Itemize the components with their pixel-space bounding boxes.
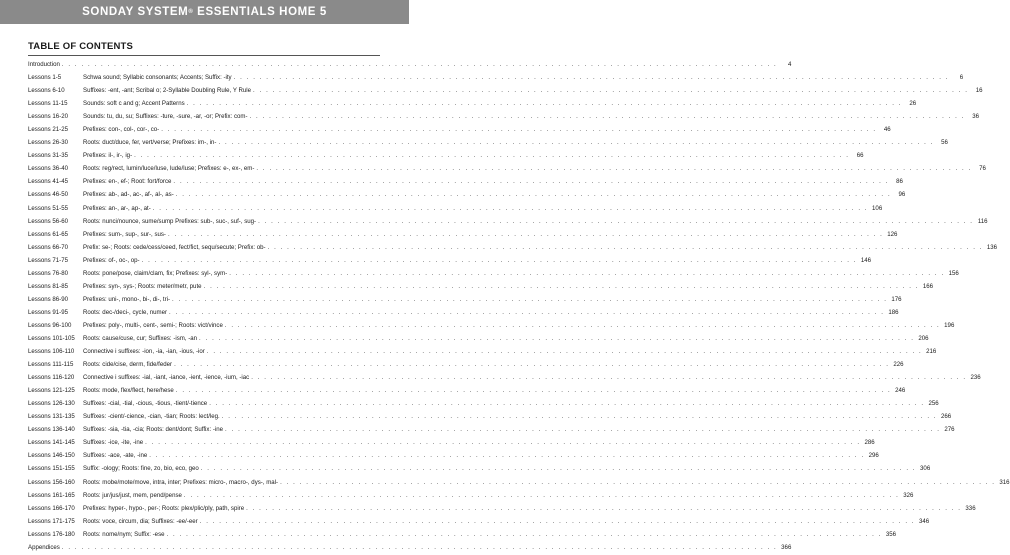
toc-entry-label: Lessons 86-90 xyxy=(28,295,68,303)
dot-leader xyxy=(234,72,949,85)
dot-leader xyxy=(268,242,983,255)
toc-entry xyxy=(28,489,914,502)
toc-entry-description: Prefixes: uni-, mono-, bi-, di-, tri- xyxy=(83,295,171,303)
toc-entry-description: Suffixes: -ace, -ate, -ine xyxy=(83,452,148,460)
toc-entry-page-number: 46 xyxy=(883,126,891,134)
toc-entry-page-number: 86 xyxy=(896,178,903,186)
toc-entry-page-number: 206 xyxy=(918,334,929,342)
toc-entry-description: Roots: cide/cise, derm, fide/feder xyxy=(83,361,173,369)
toc-entry xyxy=(28,110,979,123)
header-title-part2: ESSENTIALS HOME 5 xyxy=(193,6,327,18)
toc-entry-page-number: 186 xyxy=(888,308,899,316)
toc-entry-page-number: 266 xyxy=(941,413,952,421)
toc-entry-description: Prefixes: of-, oc-, op- xyxy=(83,256,140,264)
toc-entry xyxy=(28,149,864,162)
toc-entry xyxy=(28,319,955,332)
toc-entry xyxy=(28,202,883,215)
toc-entry-description: Prefixes: il-, ir-, ig- xyxy=(83,152,133,160)
toc-entry-page-number: 246 xyxy=(895,387,906,395)
toc-entry-label: Lessons 41-45 xyxy=(28,178,68,186)
toc-entry-description: Sounds: tu, du, su; Suffixes: -ture, -sure, -ar, -or; Prefix: com- xyxy=(83,113,248,121)
dot-leader xyxy=(149,450,864,463)
toc-entry-description: Roots: pone/pose, claim/clam, fix; Prefixes: syl-, sym- xyxy=(83,269,228,277)
toc-entry-page-number: 236 xyxy=(970,374,981,382)
toc-entry-page-number: 16 xyxy=(975,87,983,95)
toc-entry-page-number: 296 xyxy=(868,452,879,460)
toc-entry-description: Prefixes: sum-, sup-, sur-, sus- xyxy=(83,230,166,238)
toc-entry-label: Lessons 156-160 xyxy=(28,478,75,486)
toc-entry-description: Roots: jur/jus/just, mem, pend/pense xyxy=(83,491,182,499)
toc-entry xyxy=(28,228,898,241)
toc-entry xyxy=(28,397,939,410)
dot-leader xyxy=(200,516,915,529)
toc-entry-description: Prefixes: an-, ar-, ap-, at- xyxy=(83,204,151,212)
dot-leader xyxy=(229,268,944,281)
toc-entry-description: Prefixes: hyper-, hypo-, per-; Roots: plex/plic/ply, path, spire xyxy=(83,504,245,512)
toc-entry-label: Lessons 136-140 xyxy=(28,426,75,434)
dot-leader xyxy=(222,411,937,424)
toc-entry-description: Roots: dec-/deci-, cycle, numer xyxy=(83,308,167,316)
toc-entry-page-number: 326 xyxy=(903,491,914,499)
toc-entry-page-number: 356 xyxy=(885,530,896,538)
toc-entry-page-number: 76 xyxy=(979,165,986,173)
toc-entry xyxy=(28,476,1010,489)
toc-entry xyxy=(28,462,931,475)
toc-entry-label: Lessons 111-115 xyxy=(28,361,74,369)
toc-entry-page-number: 336 xyxy=(965,504,976,512)
dot-leader xyxy=(249,111,964,124)
dot-leader xyxy=(207,346,922,359)
toc-entry-label: Lessons 126-130 xyxy=(28,400,75,408)
dot-leader xyxy=(209,398,924,411)
toc-entry-page-number: 56 xyxy=(941,139,948,147)
dot-leader xyxy=(246,503,961,516)
toc-entry-label: Lessons 106-110 xyxy=(28,348,75,356)
toc-entry xyxy=(28,436,875,449)
dot-leader xyxy=(169,307,884,320)
toc-entry xyxy=(28,502,976,515)
toc-entry-description: Suffixes: -ice, -ite, -ine xyxy=(83,439,144,447)
toc-entry-page-number: 146 xyxy=(860,256,872,264)
toc-entry-label: Lessons 26-30 xyxy=(28,139,68,147)
table-of-contents xyxy=(28,58,1010,554)
toc-entry-label: Lessons 171-175 xyxy=(28,517,75,525)
dot-leader xyxy=(142,255,857,268)
toc-entry-label: Lessons 71-75 xyxy=(28,256,68,264)
toc-entry-label: Lessons 6-10 xyxy=(28,87,65,95)
toc-entry xyxy=(28,280,934,293)
toc-entry-page-number: 306 xyxy=(920,465,931,473)
toc-entry xyxy=(28,515,930,528)
toc-entry-label: Lessons 131-135 xyxy=(28,413,75,421)
toc-entry-page-number: 256 xyxy=(928,400,939,408)
toc-entry xyxy=(28,123,891,136)
toc-entry-page-number: 196 xyxy=(944,321,955,329)
dot-leader xyxy=(176,385,891,398)
dot-leader xyxy=(172,294,887,307)
toc-entry xyxy=(28,215,988,228)
dot-leader xyxy=(201,463,916,476)
toc-entry-description: Roots: cause/cuse, cur; Suffixes: -ism, -an xyxy=(83,334,198,342)
dot-leader xyxy=(199,333,914,346)
toc-entry-label: Lessons 176-180 xyxy=(28,530,75,538)
dot-leader xyxy=(176,189,891,202)
toc-entry xyxy=(28,528,896,541)
toc-entry xyxy=(28,423,955,436)
toc-entry-label: Lessons 161-165 xyxy=(28,491,75,499)
toc-entry xyxy=(28,345,937,358)
dot-leader xyxy=(187,98,902,111)
toc-entry-description: Suffix: -ology; Roots: fine, zo, bio, eco, geo xyxy=(83,465,199,473)
dot-leader xyxy=(218,137,933,150)
toc-entry-label: Lessons 11-15 xyxy=(28,100,68,108)
toc-entry-description: Sounds: soft c and g; Accent Patterns xyxy=(83,100,185,108)
toc-entry xyxy=(28,384,906,397)
dot-leader xyxy=(184,490,899,503)
toc-entry xyxy=(28,332,929,345)
toc-entry-description: Prefixes: poly-, multi-, cent-, semi-; Roots: vict/vince xyxy=(83,321,223,329)
toc-entry-page-number: 176 xyxy=(891,295,902,303)
toc-entry-page-number: 166 xyxy=(922,282,934,290)
toc-entry-description: Prefixes: en-, ef-; Root: fort/force xyxy=(83,178,172,186)
toc-entry xyxy=(28,162,986,175)
toc-entry-page-number: 6 xyxy=(959,74,964,82)
toc-entry-label: Lessons 36-40 xyxy=(28,165,68,173)
toc-entry-label: Lessons 121-125 xyxy=(28,387,75,395)
toc-entry xyxy=(28,136,948,149)
toc-entry-label: Lessons 146-150 xyxy=(28,452,75,460)
toc-entry xyxy=(28,410,952,423)
title-divider xyxy=(28,55,380,56)
dot-leader xyxy=(258,216,973,229)
header-title-part1: SONDAY SYSTEM xyxy=(82,6,189,18)
toc-entry-page-number: 156 xyxy=(948,269,959,277)
toc-entry xyxy=(28,84,983,97)
toc-entry-page-number: 286 xyxy=(864,439,875,447)
toc-entry-description: Prefix: se-; Roots: cede/cess/ceed, fect/fict, sequ/secute; Prefix: ob- xyxy=(83,243,266,251)
toc-entry-description: Connective i suffixes: -ion, -ia, -ian, -ious, -ior xyxy=(83,348,205,356)
toc-entry-label: Lessons 61-65 xyxy=(28,230,68,238)
toc-entry xyxy=(28,306,899,319)
toc-entry-description: Roots: mobe/mote/move, intra, inter; Prefixes: micro-, macro-, dys-, mal- xyxy=(83,478,279,486)
toc-entry-description: Suffixes: -cial, -tial, -cious, -tious, -tient/-tience xyxy=(83,400,208,408)
toc-entry-page-number: 66 xyxy=(856,152,864,160)
toc-entry xyxy=(28,267,959,280)
toc-entry-page-number: 36 xyxy=(972,113,979,121)
toc-entry-page-number: 316 xyxy=(999,478,1010,486)
toc-entry-label: Lessons 46-50 xyxy=(28,191,68,199)
dot-leader xyxy=(173,176,888,189)
toc-entry-page-number: 276 xyxy=(944,426,955,434)
toc-entry-label: Lessons 101-105 xyxy=(28,334,75,342)
toc-entry-label: Lessons 91-95 xyxy=(28,308,68,316)
toc-entry-label: Lessons 76-80 xyxy=(28,269,68,277)
toc-title: TABLE OF CONTENTS xyxy=(28,41,134,52)
dot-leader xyxy=(161,124,876,137)
dot-leader xyxy=(256,163,971,176)
toc-entry xyxy=(28,175,903,188)
toc-entry-label: Lessons 116-120 xyxy=(28,374,75,382)
header-banner xyxy=(0,0,409,24)
toc-entry-label: Lessons 166-170 xyxy=(28,504,75,512)
toc-entry-label: Lessons 31-35 xyxy=(28,152,68,160)
dot-leader xyxy=(225,424,940,437)
toc-entry-label: Introduction xyxy=(28,61,60,68)
toc-entry xyxy=(28,449,879,462)
toc-entry-label: Lessons 56-60 xyxy=(28,217,68,225)
toc-entry-page-number: 4 xyxy=(787,61,792,68)
toc-entry xyxy=(28,241,998,254)
toc-entry-label: Lessons 96-100 xyxy=(28,321,72,329)
dot-leader xyxy=(251,372,966,385)
toc-entry-description: Suffixes: -cient/-cience, -cian, -tian; Roots: lect/leg. xyxy=(83,413,220,421)
toc-entry-label: Lessons 1-5 xyxy=(28,74,62,82)
toc-entry xyxy=(28,71,964,84)
toc-entry-page-number: 126 xyxy=(887,230,898,238)
toc-entry xyxy=(28,371,981,384)
toc-entry-page-number: 136 xyxy=(986,243,998,251)
toc-entry-label: Lessons 141-145 xyxy=(28,439,75,447)
dot-leader xyxy=(174,359,889,372)
toc-entry-label: Lessons 21-25 xyxy=(28,126,68,134)
toc-entry xyxy=(28,97,917,110)
dot-leader xyxy=(225,320,940,333)
toc-entry-page-number: 26 xyxy=(909,100,917,108)
toc-entry-description: Schwa sound; Syllabic consonants; Accents; Suffix: -ity xyxy=(83,74,232,82)
toc-entry-page-number: 96 xyxy=(898,191,906,199)
toc-entry-description: Roots: duct/duce, fer, vert/verse; Prefixes: im-, in- xyxy=(83,139,217,147)
toc-entry-page-number: 346 xyxy=(919,517,930,525)
toc-entry-description: Connective i suffixes: -ial, -iant, -iance, -ient, -ience, -ium, -iac xyxy=(83,374,250,382)
dot-leader xyxy=(153,203,868,216)
toc-entry-description: Roots: nunci/nounce, sume/sump Prefixes: sub-, suc-, suf-, sug- xyxy=(83,217,257,225)
toc-entry-label: Lessons 81-85 xyxy=(28,282,68,290)
dot-leader xyxy=(145,437,860,450)
toc-entry-description: Roots: nome/nym; Suffix: -ese xyxy=(83,530,165,538)
toc-entry xyxy=(28,358,904,371)
toc-entry-description: Roots: mode, flex/flect, here/hese xyxy=(83,387,174,395)
toc-entry-page-number: 116 xyxy=(977,217,988,225)
toc-entry-description: Suffixes: -sia, -tia, -cia; Roots: dent/dont; Suffix: -ine xyxy=(83,426,223,434)
toc-entry-description: Prefixes: ab-, ad-, ac-, af-, al-, as- xyxy=(83,191,174,199)
dot-leader xyxy=(167,529,882,542)
toc-entry-label: Lessons 16-20 xyxy=(28,113,68,121)
toc-entry-page-number: 366 xyxy=(781,543,792,551)
toc-entry-description: Roots: reg/rect, lumin/luce/luse, lude/luse; Prefixes: e-, ex-, em- xyxy=(83,165,255,173)
toc-entry-page-number: 106 xyxy=(872,204,883,212)
toc-entry-page-number: 226 xyxy=(893,361,904,369)
toc-entry-label: Lessons 66-70 xyxy=(28,243,68,251)
toc-entry-description: Suffixes: -ent, -ant; Scribal o; 2-Syllable Doubling Rule, Y Rule xyxy=(83,87,252,95)
toc-entry-description: Prefixes: syn-, sys-; Roots: meter/metr, pute xyxy=(83,282,202,290)
dot-leader xyxy=(168,229,883,242)
toc-entry-label: Lessons 51-55 xyxy=(28,204,68,212)
dot-leader xyxy=(204,281,919,294)
dot-leader xyxy=(280,477,995,490)
toc-entry-label: Lessons 151-155 xyxy=(28,465,75,473)
toc-entry xyxy=(28,188,906,201)
toc-entry-page-number: 216 xyxy=(926,348,937,356)
toc-entry-description: Prefixes: con-, col-, cor-, co- xyxy=(83,126,160,134)
dot-leader xyxy=(253,85,968,98)
dot-leader xyxy=(62,542,777,555)
registered-mark: ® xyxy=(188,9,194,15)
toc-entry-label: Appendices xyxy=(28,543,60,551)
toc-entry xyxy=(28,293,902,306)
toc-entry xyxy=(28,58,792,71)
toc-entry xyxy=(28,254,872,267)
toc-entry xyxy=(28,541,792,554)
toc-entry-description: Roots: voce, circum, dia; Suffixes: -ee/-eer xyxy=(83,517,198,525)
